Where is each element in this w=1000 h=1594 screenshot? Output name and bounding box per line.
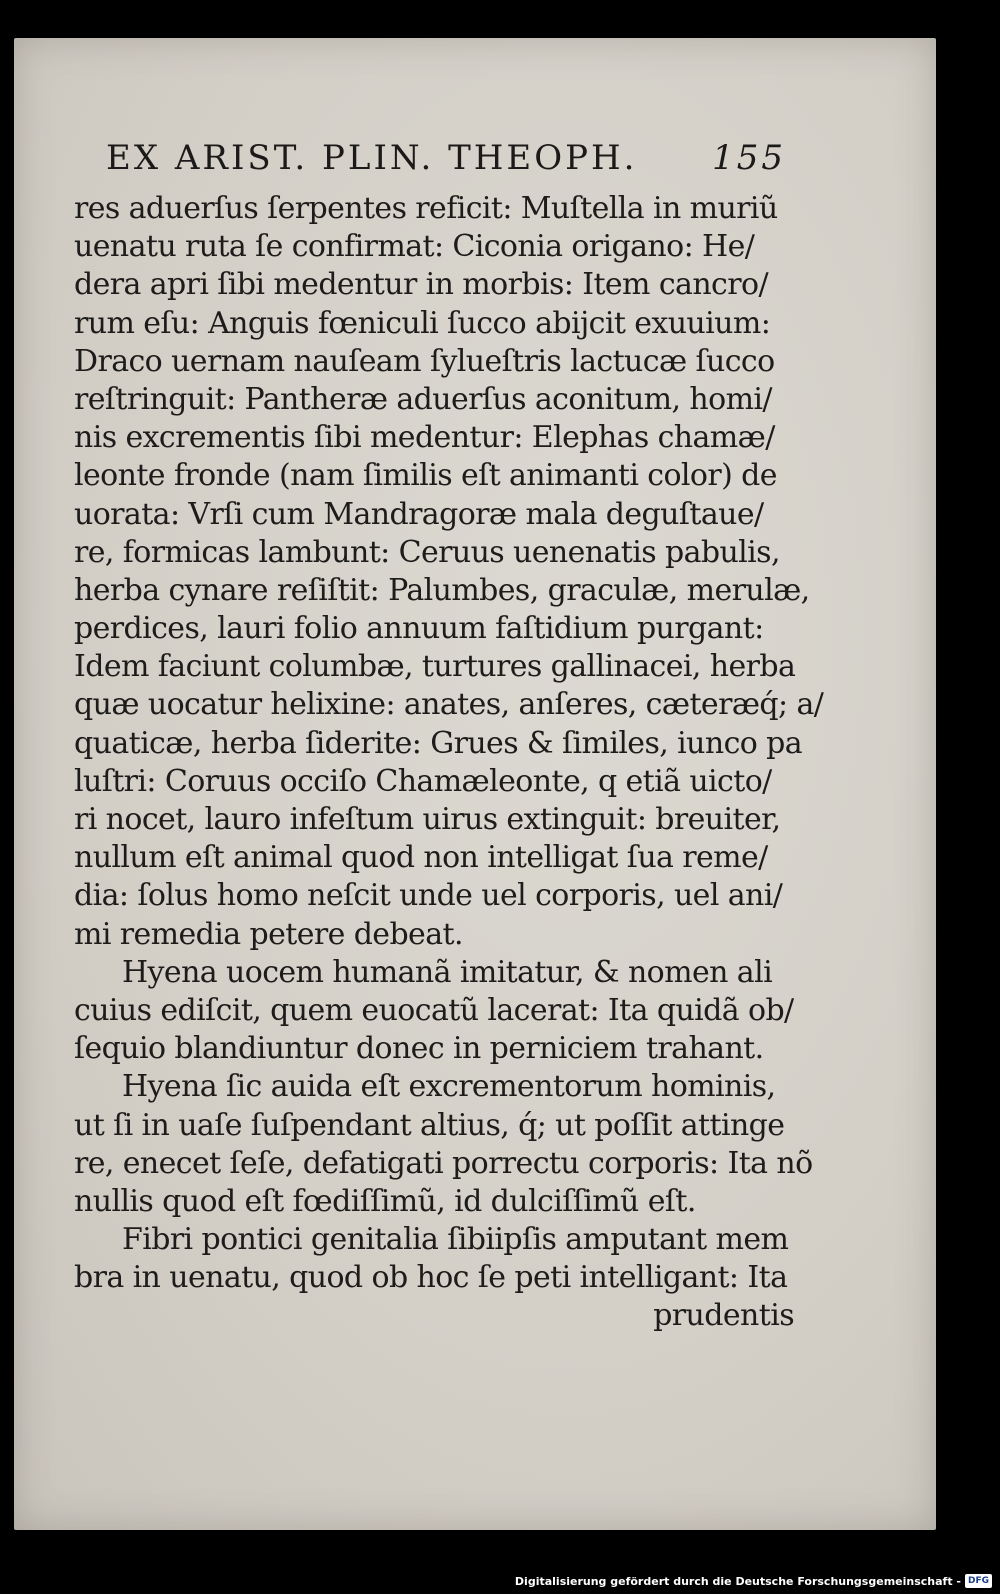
dfg-logo: DFG: [965, 1574, 992, 1588]
catchword: prudentis: [653, 1298, 794, 1334]
text-line: Draco uernam nauſeam ſylueſtris lactucæ ſucco: [74, 343, 775, 379]
text-line: uorata: Vrſi cum Mandragoræ mala deguſtaue/: [74, 496, 764, 532]
text-line: nullum eſt animal quod non intelligat ſua reme/: [74, 840, 768, 876]
header-title: EX ARIST. PLIN. THEOPH.: [106, 138, 638, 178]
text-line: Fibri pontici genitalia ſibiipſis amputant mem: [122, 1222, 789, 1258]
page-number: 155: [712, 138, 786, 178]
text-line: ſequio blandiuntur donec in perniciem trahant.: [74, 1031, 764, 1067]
text-line: Hyena ſic auida eſt excrementorum hominis,: [122, 1069, 776, 1105]
text-line: Idem faciunt columbæ, turtures gallinacei, herba: [74, 649, 796, 685]
text-line: dia: ſolus homo neſcit unde uel corporis, uel ani/: [74, 878, 783, 914]
text-line: res aduerſus ſerpentes reficit: Muſtella in muriũ: [74, 191, 778, 226]
text-line: mi remedia petere debeat.: [74, 916, 463, 952]
text-line: herba cynare reſiſtit: Palumbes, graculæ, merulæ,: [74, 572, 810, 608]
text-line: perdices, lauri folio annuum faſtidium purgant:: [74, 611, 764, 647]
text-line: nis excrementis ſibi medentur: Elephas chamæ/: [74, 420, 775, 456]
text-line: dera apri ſibi medentur in morbis: Item cancro/: [74, 267, 768, 303]
text-line: re, enecet ſeſe, defatigati porrectu corporis: Ita nõ: [74, 1145, 813, 1181]
text-line: quæ uocatur helixine: anates, anſeres, cæteræq́; a/: [74, 687, 824, 723]
text-line: uenatu ruta ſe confirmat: Ciconia origano: He/: [74, 229, 755, 265]
text-line: leonte fronde (nam ſimilis eſt animanti color) de: [74, 458, 777, 494]
text-line: ut ſi in uaſe ſuſpendant altius, q́; ut poſſit attinge: [74, 1107, 785, 1143]
text-line: nullis quod eſt fœdiſſimũ, id dulciſſimũ eſt.: [74, 1183, 696, 1219]
running-header: [106, 138, 786, 188]
credit-text: Digitalisierung gefördert durch die Deutsche Forschungsgemeinschaft -: [514, 1574, 961, 1588]
text-line: quaticæ, herba ſiderite: Grues & ſimiles, iunco pa: [74, 725, 803, 761]
text-line: ri nocet, lauro infeſtum uirus extinguit: breuiter,: [74, 802, 781, 837]
body-text: [74, 190, 824, 1336]
text-line: Hyena uocem humanã imitatur, & nomen ali: [122, 954, 773, 990]
digitization-credit: [515, 1572, 992, 1590]
text-line: cuius ediſcit, quem euocatũ lacerat: Ita quidã ob/: [74, 992, 794, 1028]
text-line: re, formicas lambunt: Ceruus uenenatis pabulis,: [74, 534, 780, 570]
text-line: rum eſu: Anguis fœniculi ſucco abijcit exuuium:: [74, 305, 771, 341]
text-line: luſtri: Coruus occiſo Chamæleonte, q etiã uicto/: [74, 763, 772, 799]
text-line: reſtringuit: Pantheræ aduerſus aconitum, homi/: [74, 381, 772, 417]
text-line: bra in uenatu, quod ob hoc ſe peti intelligant: Ita: [74, 1260, 788, 1296]
